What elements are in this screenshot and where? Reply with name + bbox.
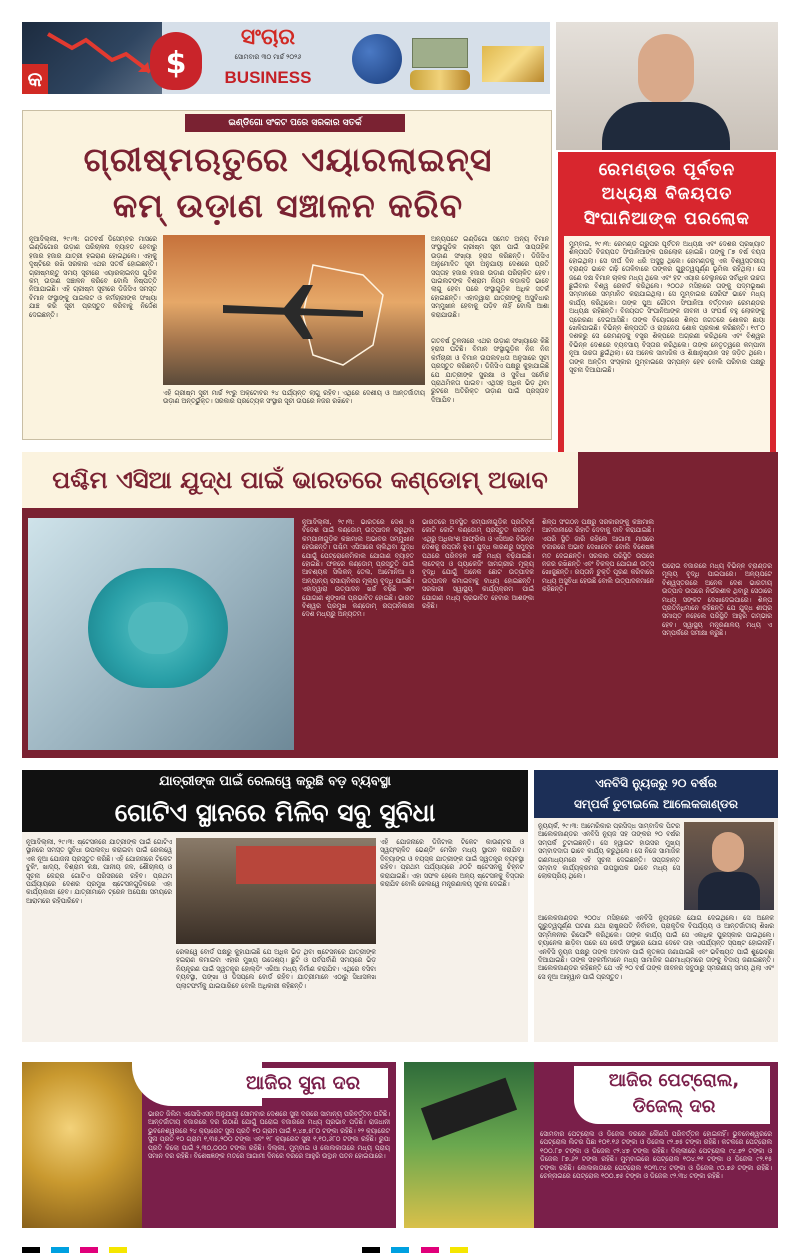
portrait-head [638, 34, 694, 104]
registration-mark [80, 1247, 98, 1253]
story-airlines [22, 110, 552, 440]
body-column-1: ନୂଆଦିଲ୍ଲୀ, ୨୯।୩: ଷ୍ଟେସନରେ ଯାତ୍ରୀଙ୍କ ପାଇଁ ଗୋଟିଏ ସ୍ଥାନରେ ସମସ୍ତ ସୁବିଧା ଉପଲବ୍ଧ କରାଇବା ପାଇଁ ରେଲୱେ ଏକ ନୂଆ ଯୋଜନା ପ୍ରସ୍ତୁତ କରିଛି। ଏହି ଯୋଜନାରେ ଟିକେଟ ବୁକିଂ, ଖାଦ୍ୟ, ବିଶ୍ରାମ କକ୍ଷ, ପାନୀୟ ଜଳ, ଶୌଚାଳୟ ଓ ସୂଚନା କେନ୍ଦ୍ର ଗୋଟିଏ ପରିସରରେ ରହିବ। ପ୍ରଥମ ପର୍ଯ୍ୟାୟରେ ଦେଶର ପ୍ରମୁଖ ଷ୍ଟେସନଗୁଡ଼ିକରେ ଏହା କାର୍ଯ୍ୟକାରୀ ହେବ। ଯାତ୍ରୀମାନେ ଟ୍ରେନ ଅପେକ୍ଷା ସମୟରେ ଆରାମରେ ରହିପାରିବେ। [26, 838, 172, 905]
fuel-nozzle-photo [404, 1062, 534, 1228]
body-text: ସୋମବାର ପେଟ୍ରୋଲ ଓ ଡିଜେଲ ଦରରେ କୌଣସି ପରିବର୍ତ୍ତନ ହୋଇନାହିଁ। ଭୁବନେଶ୍ୱରରେ ପେଟ୍ରୋଲ ଲିଟର ପିଛା ୧୦୧.୧୬ ଟଙ୍କା ଓ ଡିଜେଲ ୯୨.୭୫ ଟଙ୍କା ରହିଛି। କଟକରେ ପେଟ୍ରୋଲ ୧୦୦.୮୭ ଟଙ୍କା ଓ ଡିଜେଲ ୯୨.୪୭ ଟଙ୍କା ରହିଛି। ଦିଲ୍ଲୀରେ ପେଟ୍ରୋଲ ୯୪.୭୨ ଟଙ୍କା ଓ ଡିଜେଲ ୮୭.୬୨ ଟଙ୍କା ରହିଛି। ମୁମ୍ବାଇରେ ପେଟ୍ରୋଲ ୧୦୪.୨୧ ଟଙ୍କା ଓ ଡିଜେଲ ୯୨.୧୫ ଟଙ୍କା ରହିଛି। କୋଲକାତାରେ ପେଟ୍ରୋଲ ୧୦୩.୯୪ ଟଙ୍କା ଓ ଡିଜେଲ ୯୦.୭୬ ଟଙ୍କା ରହିଛି। ଚେନ୍ନାଇରେ ପେଟ୍ରୋଲ ୧୦୦.୭୫ ଟଙ୍କା ଓ ଡିଜେଲ ୯୨.୩୪ ଟଙ୍କା ରହିଛି। [540, 1130, 772, 1181]
photo-body [698, 872, 760, 910]
anchor-portrait-photo [556, 22, 778, 150]
kicker-text: ଇଣ୍ଡିଗୋ ସଂକଟ ପରେ ସରକାର ସତର୍କ [228, 118, 362, 128]
body-column-2: ଅନ୍ୟପଟେ ଇଣ୍ଡିଗୋ ସମେତ ଅନ୍ୟ ବିମାନ ସଂସ୍ଥାଗୁଡ଼ିକ ଗ୍ରୀଷ୍ମ ସୂଚୀ ପାଇଁ ସାପ୍ତାହିକ ଉଡ଼ାଣ ସଂଖ୍ୟା ହ୍ରାସ କରିଛନ୍ତି। ଡିଜିସିଏ ଅନୁମୋଦିତ ସୂଚୀ ଅନୁଯାୟୀ ଦେଶରେ ପ୍ରତି ସପ୍ତାହ ହଜାର ହଜାର ଉଡ଼ାଣ ପରିଚାଳିତ ହେବ। ପାଇଲଟଙ୍କ ବିଶ୍ରାମ ନିୟମ କଡ଼ାକଡ଼ି ଭାବେ ଲାଗୁ ହେବା ପରେ ସଂସ୍ଥାଗୁଡ଼ିକ ଅଧିକ ସତର୍କ ହୋଇଛନ୍ତି। ଏହାଦ୍ୱାରା ଯାତ୍ରୀଙ୍କୁ ଅସୁବିଧାର ସମ୍ମୁଖୀନ ହେବାକୁ ପଡ଼ିବ ନାହିଁ ବୋଲି ଆଶା କରାଯାଉଛି। [431, 235, 549, 319]
registration-mark [362, 1247, 380, 1253]
registration-mark [51, 1247, 69, 1253]
body-bottom: ଆଲେକଜାଣ୍ଡର ୨୦୦୪ ମସିହାରେ ଏନବିସି ନ୍ୟୁଜରେ ଯୋଗ ଦେଇଥିଲେ। ସେ ଅନେକ ଗୁରୁତ୍ୱପୂର୍ଣ୍ଣ ଘଟଣା ଯଥା ରାଷ୍ଟ୍ରପତି ନିର୍ବାଚନ, ପ୍ରାକୃତିକ ବିପର୍ଯ୍ୟୟ ଓ ଆନ୍ତର୍ଜାତୀୟ ଶିଖର ସମ୍ମିଳନୀର ରିପୋର୍ଟିଂ କରିଥିଲେ। ତାଙ୍କ କାର୍ଯ୍ୟ ପାଇଁ ସେ ଏକାଧିକ ପୁରସ୍କାର ପାଇଥିଲେ। ଚ୍ୟାନେଲ ଛାଡ଼ିବା ପରେ ସେ କେଉଁ ସଂସ୍ଥାରେ ଯୋଗ ଦେବେ ତାହା ଏପର୍ଯ୍ୟନ୍ତ ସ୍ପଷ୍ଟ ହୋଇନାହିଁ। ଏନବିସି ନ୍ୟୁଜ ପକ୍ଷରୁ ତାଙ୍କ ଅବଦାନ ପାଇଁ କୃତଜ୍ଞତା ଜଣାଯାଇଛି ଏବଂ ଭବିଷ୍ୟତ ପାଇଁ ଶୁଭେଚ୍ଛା ଦିଆଯାଇଛି। ତାଙ୍କ ସହକର୍ମୀମାନେ ମଧ୍ୟ ସାମାଜିକ ଗଣମାଧ୍ୟମରେ ତାଙ୍କୁ ବିଦାୟ ଜଣାଇଛନ୍ତି। ଆଲେକଜାଣ୍ଡର କହିଛନ୍ତି ଯେ ଏହି ୨୦ ବର୍ଷ ତାଙ୍କ ଜୀବନର ସବୁଠାରୁ ସ୍ମରଣୀୟ ସମୟ ଥିଲା ଏବଂ ସେ ନୂଆ ଆହ୍ୱାନ ପାଇଁ ପ୍ରସ୍ତୁତ। [538, 914, 774, 981]
headline-line-3: ସିଂଘାନିଆଙ୍କ ପରଲୋକ [583, 209, 750, 229]
coins-icon [410, 70, 470, 90]
story-condom-shortage [22, 452, 778, 758]
condom-photo [28, 518, 294, 750]
registration-mark [22, 1247, 40, 1253]
portrait-suit [602, 102, 730, 150]
headline-line-1: ଆଜିର ପେଟ୍ରୋଲ, [608, 1070, 740, 1091]
story-fuel-rate [404, 1062, 778, 1228]
currency-symbol: $ [165, 46, 187, 81]
date-line: ସୋମବାର ୩୦ ମାର୍ଚ୍ଚ ୨୦୨୬ [234, 53, 302, 61]
headline-line-2: କମ୍ ଉଡ଼ାଣ ସଞ୍ଚାଳନ କରିବ [112, 186, 464, 225]
condom-center [128, 602, 188, 654]
body-column-3: ଏହି ଯୋଜନାରେ ଡିଜିଟାଲ ଟିକେଟ କାଉଣ୍ଟର ଓ ସ୍ୱୟଂଚାଳିତ ଭେଣ୍ଡିଂ ମେସିନ ମଧ୍ୟ ସ୍ଥାପନ କରାଯିବ। ଦିବ୍ୟାଙ୍ଗ ଓ ବୟସ୍କ ଯାତ୍ରୀଙ୍କ ପାଇଁ ସ୍ୱତନ୍ତ୍ର ବ୍ୟବସ୍ଥା ରହିବ। ପ୍ରଥମ ପର୍ଯ୍ୟାୟରେ ୬୦ଟି ଷ୍ଟେସନକୁ ଚିହ୍ନଟ କରାଯାଇଛି। ଏହା ସଫଳ ହେଲେ ଅନ୍ୟ ଷ୍ଟେସନକୁ ବିସ୍ତାର କରାଯିବ ବୋଲି ରେଲୱେ ମନ୍ତ୍ରଣାଳୟ ସୂଚନା ଦେଇଛି। [380, 838, 524, 889]
kicker [185, 114, 405, 132]
airplane-icon [163, 235, 425, 385]
body-column-2: ଭାରତରେ ଅବସ୍ଥିତ କମ୍ପାନୀଗୁଡ଼ିକ ପ୍ରତିବର୍ଷ କୋଟି କୋଟି କଣ୍ଡୋମ୍ ପ୍ରସ୍ତୁତ କରନ୍ତି। ଏଥିରୁ ଅଧିକାଂଶ ଆଫ୍ରିକା ଓ ଏସିଆର ବିଭିନ୍ନ ଦେଶକୁ ରପ୍ତାନି ହୁଏ। ଯୁଦ୍ଧ କାରଣରୁ ସମୁଦ୍ର ପଥରେ ପରିବହନ ଖର୍ଚ୍ଚ ମଧ୍ୟ ବଢ଼ିଯାଇଛି। ଲାଟେକ୍ସ ଓ ପ୍ୟାକେଜିଂ ସାମଗ୍ରୀର ମୂଲ୍ୟ ବୃଦ୍ଧି ଯୋଗୁଁ ଅନେକ ଛୋଟ ଉତ୍ପାଦକ ଉତ୍ପାଦନ କମାଇବାକୁ ବାଧ୍ୟ ହୋଇଛନ୍ତି। ସରକାରୀ ସ୍ୱାସ୍ଥ୍ୟ କାର୍ଯ୍ୟକ୍ରମ ପାଇଁ ଯୋଗାଣ ମଧ୍ୟ ପ୍ରଭାବିତ ହେବାର ଆଶଙ୍କା ରହିଛି। [422, 518, 534, 611]
body-column-1: ନୂଆଦିଲ୍ଲୀ, ୨୯।୩: ଭାରତରେ ଦେଶ ଓ ବିଦେଶ ପାଇଁ କଣ୍ଡୋମ୍ ଉତ୍ପାଦନ କରୁଥିବା କମ୍ପାନୀଗୁଡ଼ିକ କଞ୍ଚାମାଲ ଅଭାବର ସମ୍ମୁଖୀନ ହେଉଛନ୍ତି। ପଶ୍ଚିମ ଏସିଆରେ ଚାଲିଥିବା ଯୁଦ୍ଧ ଯୋଗୁଁ ପେଟ୍ରୋକେମିକାଲ ଯୋଗାଣ ବ୍ୟାହତ ହୋଇଛି। ଫଳରେ କଣ୍ଡୋମ୍ ପ୍ରସ୍ତୁତି ପାଇଁ ଆବଶ୍ୟକ ସିଲିକନ୍ ତେଲ, ଆମୋନିଆ ଓ ଅନ୍ୟାନ୍ୟ ରାସାୟନିକର ମୂଲ୍ୟ ବୃଦ୍ଧି ପାଇଛି। ଏହାଦ୍ୱାରା ଉତ୍ପାଦନ ଖର୍ଚ୍ଚ ବଢ଼ିଛି ଏବଂ ଯୋଗାଣ ଶୃଙ୍ଖଳା ପ୍ରଭାବିତ ହୋଇଛି। ଭାରତ ବିଶ୍ୱର ପ୍ରମୁଖ କଣ୍ଡୋମ୍ ରପ୍ତାନିକାରୀ ଦେଶ ମଧ୍ୟରୁ ଅନ୍ୟତମ। [302, 518, 414, 619]
headline: ଆଜିର ସୁନା ଦର [245, 1072, 361, 1094]
story-nbc [534, 770, 778, 1042]
headline-line-1: ରେମଣ୍ଡର ପୂର୍ବତନ [598, 160, 736, 180]
headline-line-2: ଡିଜେଲ୍ ଦର [632, 1096, 716, 1117]
cash-stack-icon [412, 38, 468, 68]
body-text: ଭାରତ ଜିଲିମ ଏସୋସିଏସନ ଅନୁଯାୟୀ ସୋମବାର ଦେଶରେ ସୁନା ଦରରେ ସାମାନ୍ୟ ପରିବର୍ତ୍ତନ ଘଟିଛି। ଆନ୍ତର୍ଜାତୀୟ ବଜାରରେ ଦର ଉଠାଣି ଯୋଗୁଁ ଘରୋଇ ବଜାରରେ ମଧ୍ୟ ପ୍ରଭାବ ପଡ଼ିଛି। ରାଜଧାନୀ ଭୁବନେଶ୍ୱରରେ ୨୪ କ୍ୟାରେଟ ସୁନା ପ୍ରତି ୧୦ ଗ୍ରାମ ପାଇଁ ୧,୪୭,୫୮୦ ଟଙ୍କା ରହିଛି। ୨୨ କ୍ୟାରେଟ ସୁନା ପ୍ରତି ୧୦ ଗ୍ରାମ ୧,୩୫,୨୦୦ ଟଙ୍କା ଏବଂ ୧୮ କ୍ୟାରେଟ ସୁନା ୧,୧୦,୬୮୦ ଟଙ୍କା ରହିଛି। ରୁପା ପ୍ରତି କିଲୋ ପାଇଁ ୨,୩୦,୦୦୦ ଟଙ୍କା ରହିଛି। ଦିଲ୍ଲୀ, ମୁମ୍ବାଇ ଓ କୋଲକାତାରେ ମଧ୍ୟ ପ୍ରାୟ ସମାନ ଦର ରହିଛି। ବିଶେଷଜ୍ଞଙ୍କ ମତରେ ଆଗାମୀ ଦିନରେ ଦରରେ ଆହୁରି ଉତ୍ଥାନ ପତନ ହୋଇପାରେ। [148, 1110, 390, 1161]
photo-head [712, 832, 744, 872]
story-railway [22, 770, 528, 1042]
nozzle-shape [421, 1078, 517, 1141]
body-top: ନ୍ୟୁୟର୍କ, ୨୯।୩: ଆମେରିକାର ପ୍ରସିଦ୍ଧ ସାମ୍ବାଦିକ ପିଟର ଆଲେକଜାଣ୍ଡର ଏନବିସି ନ୍ୟୁଜ ସହ ତାଙ୍କର ୨୦ ବର୍ଷର ସମ୍ପର୍କ ତୁଟାଇଛନ୍ତି। ସେ ହ୍ୱାଇଟ ହାଉସର ମୁଖ୍ୟ ସମ୍ବାଦଦାତା ଭାବେ କାର୍ଯ୍ୟ କରୁଥିଲେ। ସେ ନିଜେ ସାମାଜିକ ଗଣମାଧ୍ୟମରେ ଏହି ସୂଚନା ଦେଇଛନ୍ତି। ସପ୍ତାହାନ୍ତ ସମ୍ବାଦ କାର୍ଯ୍ୟକ୍ରମର ଉପସ୍ଥାପକ ଭାବେ ମଧ୍ୟ ସେ ଲୋକପ୍ରିୟ ଥିଲେ। [538, 822, 680, 881]
headline-line-1: ଏନବିସି ନ୍ୟୁଜରୁ ୨୦ ବର୍ଷର [595, 776, 717, 790]
registration-strip [22, 1238, 778, 1248]
logo: ସଂଚାର [240, 25, 296, 50]
masthead [22, 22, 550, 94]
kicker-text: ଯାତ୍ରୀଙ୍କ ପାଇଁ ରେଲୱେ କରୁଛି ବଡ଼ ବ୍ୟବସ୍ଥା [159, 774, 391, 789]
station-crowd-photo [176, 838, 376, 944]
masthead-badge: କ [22, 64, 48, 94]
headline-band [22, 794, 528, 832]
headline: ଗୋଟିଏ ସ୍ଥାନରେ ମିଳିବ ସବୁ ସୁବିଧା [114, 798, 436, 827]
headline-box [218, 1068, 388, 1098]
registration-mark [391, 1247, 409, 1253]
train-shape [236, 846, 376, 884]
globe-icon [352, 34, 402, 84]
airplane-photo [163, 235, 425, 385]
headline: ପଶ୍ଚିମ ଏସିଆ ଯୁଦ୍ଧ ପାଇଁ ଭାରତରେ କଣ୍ଡୋମ୍ ଅଭାବ [52, 466, 548, 494]
gold-bars-icon [482, 46, 544, 82]
registration-mark [109, 1247, 127, 1253]
body-text: ମୁମ୍ବାଇ, ୨୯।୩: ରେମଣ୍ଡ ଗ୍ରୁପର ପୂର୍ବତନ ଅଧ୍ୟକ୍ଷ ଏବଂ ଦେଶର ପ୍ରଖ୍ୟାତ ଶିଳ୍ପପତି ବିଜୟପତ ସିଂଘାନିଆଙ୍କ ପରଲୋକ ହୋଇଛି। ତାଙ୍କୁ ୮୭ ବର୍ଷ ବୟସ ହୋଇଥିଲା। ସେ ଦୀର୍ଘ ଦିନ ଧରି ଅସୁସ୍ଥ ଥିଲେ। ରେମଣ୍ଡକୁ ଏକ ବିଶ୍ୱସ୍ତରୀୟ ବ୍ରାଣ୍ଡ ଭାବେ ଗଢ଼ି ତୋଳିବାରେ ତାଙ୍କର ଗୁରୁତ୍ୱପୂର୍ଣ୍ଣ ଭୂମିକା ରହିଥିଲା। ସେ ଜଣେ ଦକ୍ଷ ବିମାନ ଚାଳକ ମଧ୍ୟ ଥିଲେ ଏବଂ ହଟ ଏୟାର ବେଲୁନରେ ସର୍ବାଧିକ ଉଚ୍ଚତା ଛୁଇଁବାର ବିଶ୍ୱ ରେକର୍ଡ କରିଥିଲେ। ୨୦୦୬ ମସିହାରେ ତାଙ୍କୁ ପଦ୍ମଭୂଷଣ ସମ୍ମାନରେ ସମ୍ମାନିତ କରାଯାଇଥିଲା। ସେ ମୁମ୍ବାଇର ସେରିଫ ଭାବେ ମଧ୍ୟ କାର୍ଯ୍ୟ କରିଥିଲେ। ତାଙ୍କ ପୁଅ ଗୌତମ ସିଂଘାନିଆ ବର୍ତ୍ତମାନ ରେମଣ୍ଡର ଅଧ୍ୟକ୍ଷ ରହିଛନ୍ତି। ବିଜୟପତ ସିଂଘାନିଆଙ୍କ ଜୀବନୀ ଓ ସଂଘର୍ଷ ବହୁ ଲୋକଙ୍କୁ ପ୍ରେରଣା ଦେଇଆସିଛି। ତାଙ୍କ ବିୟୋଗରେ ଶିଳ୍ପ ଜଗତରେ ଶୋକର ଛାୟା ଖେଳିଯାଇଛି। ବିଭିନ୍ନ ଶିଳ୍ପପତି ଓ ରାଜନେତା ଶୋକ ପ୍ରକାଶ କରିଛନ୍ତି। ୧୯୮୦ ଦଶକରୁ ସେ ରେମଣ୍ଡକୁ ବସ୍ତ୍ର ଶିଳ୍ପରେ ଅଗ୍ରଣୀ କରିଥିଲେ ଏବଂ ବିଶ୍ୱର ବିଭିନ୍ନ ଦେଶରେ ବ୍ୟବସାୟ ବିସ୍ତାର କରିଥିଲେ। ତାଙ୍କ ନେତୃତ୍ୱରେ କମ୍ପାନୀ ନୂଆ ଉଚ୍ଚତା ଛୁଇଁଥିଲା। ସେ ଅନେକ ସାମାଜିକ ଓ ଶିକ୍ଷାନୁଷ୍ଠାନ ସହ ଜଡ଼ିତ ଥିଲେ। ତାଙ୍କ ଅନ୍ତିମ ସଂସ୍କାର ମୁମ୍ବାଇରେ ସମ୍ପନ୍ନ ହେବ ବୋଲି ପରିବାର ପକ୍ଷରୁ ସୂଚନା ଦିଆଯାଇଛି। [569, 240, 765, 375]
alexander-photo [684, 822, 774, 910]
body-column-3: ଗତବର୍ଷ ତୁଳନାରେ ଏଥର ଉଡ଼ାଣ ସଂଖ୍ୟାରେ କିଛି ହ୍ରାସ ଘଟିଛି। ବିମାନ ସଂସ୍ଥାଗୁଡ଼ିକ ନିଜ ନିଜ କର୍ମଚାରୀ ଓ ବିମାନ ଉପଲବ୍ଧତା ଅନୁସାରେ ସୂଚୀ ପ୍ରସ୍ତୁତ କରିଛନ୍ତି। ଡିଜିସିଏ ପକ୍ଷରୁ କୁହାଯାଇଛି ଯେ ଯାତ୍ରୀଙ୍କ ସୁରକ୍ଷା ଓ ସୁବିଧା ସର୍ବୋଚ୍ଚ ପ୍ରାଥମିକତା ପାଇବ। ଏଥିସହ ଅଧିକ ଭିଡ଼ ଥିବା ରୁଟରେ ଅତିରିକ୍ତ ଉଡ଼ାଣ ପାଇଁ ପ୍ରସ୍ତାବ ଦିଆଯିବ। [431, 337, 549, 404]
registration-mark [421, 1247, 439, 1253]
kicker-band [22, 770, 528, 794]
body-column-3: ଶିଳ୍ପ ସଂଗଠନ ପକ୍ଷରୁ ସରକାରଙ୍କୁ କଞ୍ଚାମାଲ ଆମଦାନୀରେ ରିହାତି ଦେବାକୁ ଦାବି କରାଯାଇଛି। ଏପରି ସ୍ଥିତି ଜାରି ରହିଲେ ଆଗାମୀ ମାସରେ ବଜାରରେ ଅଭାବ ଦେଖାଦେବ ବୋଲି ବିଶେଷଜ୍ଞ ମତ ଦେଇଛନ୍ତି। ସରକାର ପରିସ୍ଥିତି ଉପରେ ନଜର ରଖିଛନ୍ତି ଏବଂ ବିକଳ୍ପ ଯୋଗାଣ ଉତ୍ସ ଖୋଜୁଛନ୍ତି। ରପ୍ତାନି ଚୁକ୍ତି ପୂରଣ କରିବାରେ ମଧ୍ୟ ଅସୁବିଧା ହେଉଛି ବୋଲି ଉତ୍ପାଦକମାନେ କହିଛନ୍ତି। [542, 518, 654, 594]
body-column-4: ଘରୋଇ ବଜାରରେ ମଧ୍ୟ ବିଭିନ୍ନ ବ୍ରାଣ୍ଡର ମୂଲ୍ୟ ବୃଦ୍ଧି ପାଇପାରେ। ଅନ୍ୟପଟେ ବିଶ୍ୱସ୍ତରରେ ଅନେକ ଦେଶ ଭାରତୀୟ ଉତ୍ପାଦ ଉପରେ ନିର୍ଭରଶୀଳ ଥିବାରୁ ସେଠାରେ ମଧ୍ୟ ସଙ୍କଟ ଦେଖାଦେଇପାରେ। ଶିଳ୍ପ ପ୍ରତିନିଧିମାନେ କହିଛନ୍ତି ଯେ ଯୁଦ୍ଧ ଶୀଘ୍ର ସମାପ୍ତ ନହେଲେ ପରିସ୍ଥିତି ଆହୁରି ଗମ୍ଭୀର ହେବ। ସ୍ୱାସ୍ଥ୍ୟ ମନ୍ତ୍ରଣାଳୟ ମଧ୍ୟ ଏ ସମ୍ପର୍କରେ ସମୀକ୍ଷା କରୁଛି। [662, 562, 772, 638]
registration-mark [450, 1247, 468, 1253]
body-column-2: ରେଲୱେ ବୋର୍ଡ ପକ୍ଷରୁ କୁହାଯାଇଛି ଯେ ଅଧିକ ଭିଡ଼ ଥିବା ଷ୍ଟେସନରେ ଯାତ୍ରୀଙ୍କ ହଇରାଣ କମାଇବା ଏହାର ମୁଖ୍ୟ ଉଦ୍ଦେଶ୍ୟ। ଛୁଟି ଓ ପର୍ବପର୍ବାଣି ସମୟରେ ଭିଡ଼ ନିୟନ୍ତ୍ରଣ ପାଇଁ ସ୍ୱତନ୍ତ୍ର ହୋଲ୍ଡିଂ ଏରିଆ ମଧ୍ୟ ନିର୍ମାଣ କରାଯିବ। ଏଥିରେ ବସିବା ବ୍ୟବସ୍ଥା, ପଙ୍ଖା ଓ ଡିସପ୍ଲେ ବୋର୍ଡ ରହିବ। ଯାତ୍ରୀମାନେ ଏଠାରୁ ସିଧାସଳଖ ପ୍ଲାଟଫର୍ମକୁ ଯାଇପାରିବେ ବୋଲି ଅଧିକାରୀ କହିଛନ୍ତି। [176, 948, 376, 990]
headline-line-1: ଗ୍ରୀଷ୍ମଋତୁରେ ଏୟାରଲାଇନ୍ସ [83, 140, 493, 179]
headline-line-2: ସମ୍ପର୍କ ତୁଟାଇଲେ ଆଲେକଜାଣ୍ଡର [573, 797, 739, 811]
gold-jewellery-photo [22, 1062, 142, 1228]
section-label: BUSINESS [224, 68, 312, 87]
down-trend-arrow-icon [46, 28, 156, 78]
photo-caption: ଏହି ଗ୍ରୀଷ୍ମ ସୂଚୀ ମାର୍ଚ୍ଚ ୨୯ରୁ ଅକ୍ଟୋବର ୨୪ ପର୍ଯ୍ୟନ୍ତ ଲାଗୁ ରହିବ। ଏଥିରେ ଦେଶୀୟ ଓ ଆନ୍ତର୍ଜାତୀୟ ଉଡ଼ାଣ ଅନ୍ତର୍ଭୁକ୍ତ। ସରକାର ପ୍ରତ୍ୟେକ ସଂସ୍ଥାର ସୂଚୀ ଉପରେ ନଜର ରଖିବେ। [163, 389, 425, 406]
body-column-1: ନୂଆଦିଲ୍ଲୀ, ୨୯।୩: ଗତବର୍ଷ ଡିସେମ୍ବର ମାସରେ ଇଣ୍ଡିଗୋର ଉଡ଼ାଣ ପରିଚାଳନା ବ୍ୟାହତ ହେବାରୁ ହଜାର ହଜାର ଯାତ୍ରୀ ହଇରାଣ ହୋଇଥିଲେ। ଏହାକୁ ଦୃଷ୍ଟିରେ ରଖି ସରକାର ଏଥର ସତର୍କ ହୋଇଛନ୍ତି। ଗ୍ରୀଷ୍ମଋତୁ ସମୟ ସୂଚୀରେ ଏୟାରଲାଇନ୍ସ ଗୁଡ଼ିକ କମ୍ ଉଡ଼ାଣ ସଞ୍ଚାଳନ କରିବେ ବୋଲି ନିଷ୍ପତ୍ତି ନିଆଯାଇଛି। ଏହି ଗ୍ରୀଷ୍ମ ସୂଚୀରେ ଡିଜିସିଏ ସମସ୍ତ ବିମାନ ସଂସ୍ଥାଙ୍କୁ ପାଇଲଟ ଓ କର୍ମଚାରୀଙ୍କ ସଂଖ୍ୟା ଯାଞ୍ଚ କରି ସୂଚୀ ପ୍ରସ୍ତୁତ କରିବାକୁ ନିର୍ଦ୍ଦେଶ ଦେଇଛନ୍ତି। [29, 235, 157, 319]
headline-line-2: ଅଧ୍ୟକ୍ଷ ବିଜୟପତ [601, 184, 733, 204]
story-gold-rate [22, 1062, 396, 1228]
